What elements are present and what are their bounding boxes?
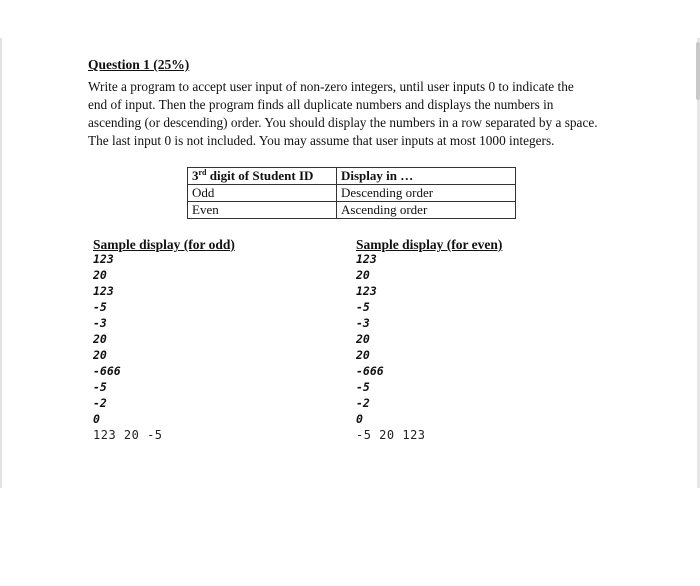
sample-input-line: 20	[356, 332, 370, 346]
question-body-line: ascending (or descending) order. You should display the numbers in a row separated by a space.	[88, 115, 598, 130]
cell-digit: Even	[188, 202, 337, 219]
cell-display: Descending order	[337, 185, 516, 202]
sample-input-line: -3	[356, 316, 370, 330]
sample-input-line: 0	[356, 412, 363, 426]
scrollbar-thumb[interactable]	[696, 42, 700, 100]
sample-output-line: -5 20 123	[356, 428, 426, 442]
table-row	[188, 185, 516, 202]
sample-input-line: 20	[93, 332, 107, 346]
header-display-in: Display in …	[337, 168, 516, 185]
page-edge-left	[0, 38, 2, 488]
question-body	[88, 78, 612, 150]
sample-input-line: 0	[93, 412, 100, 426]
sample-input-line: -666	[93, 364, 121, 378]
table-header-row	[188, 168, 516, 185]
sample-input-line: -5	[356, 380, 370, 394]
sample-input-line: -2	[93, 396, 107, 410]
sample-input-line: 20	[93, 268, 107, 282]
sample-input-line: 20	[356, 348, 370, 362]
table-row	[188, 202, 516, 219]
sample-input-line: -5	[356, 300, 370, 314]
sample-input-line: 123	[356, 284, 377, 298]
question-body-line: end of input. Then the program finds all duplicate numbers and displays the numbers in	[88, 97, 554, 112]
question-title: Question 1 (25%)	[88, 57, 190, 72]
sample-column-odd	[93, 251, 163, 443]
sample-input-line: -2	[356, 396, 370, 410]
sample-input-line: -666	[356, 364, 384, 378]
sample-column-even	[356, 251, 426, 443]
header-student-id-digit: 3rd digit of Student ID	[188, 168, 337, 185]
cell-digit: Odd	[188, 185, 337, 202]
sample-input-line: 20	[356, 268, 370, 282]
question-body-line: Write a program to accept user input of non-zero integers, until user inputs 0 to indicate the	[88, 79, 574, 94]
sample-input-line: 123	[93, 284, 114, 298]
cell-display: Ascending order	[337, 202, 516, 219]
sample-title-even: Sample display (for even)	[356, 237, 503, 252]
sample-title-odd: Sample display (for odd)	[93, 237, 235, 252]
sample-input-line: 123	[356, 252, 377, 266]
sample-output-line: 123 20 -5	[93, 428, 163, 442]
sample-input-line: -3	[93, 316, 107, 330]
sample-input-line: 123	[93, 252, 114, 266]
sample-input-line: 20	[93, 348, 107, 362]
question-body-line: The last input 0 is not included. You may assume that user inputs at most 1000 integers.	[88, 133, 555, 148]
sample-input-line: -5	[93, 380, 107, 394]
sample-input-line: -5	[93, 300, 107, 314]
display-rule-table	[187, 167, 516, 219]
